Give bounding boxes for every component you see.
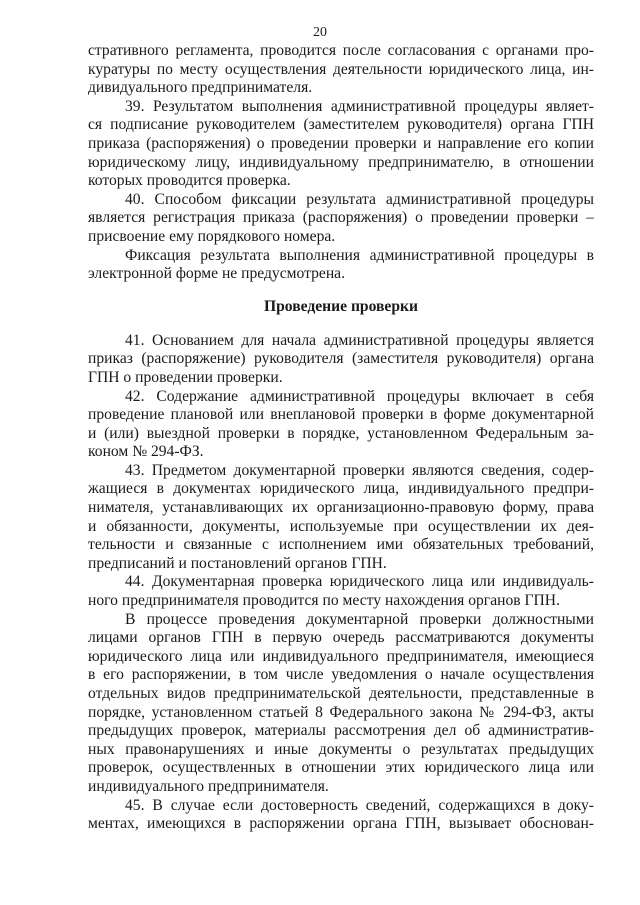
paragraph	[88, 611, 594, 797]
text-line: лицами органов ГПН в первую очередь рассматриваются документы	[88, 629, 594, 647]
text-line: приказа (распоряжения) о проведении проверки и направление его копии	[88, 134, 594, 152]
text-line: предписаний и постановлений органов ГПН.	[88, 554, 387, 572]
text-line: нимателя, устанавливающих их организационно-правовую форму, права	[88, 499, 594, 517]
text-line: приказ (распоряжение) руководителя (заместителя руководителя) органа	[88, 350, 594, 368]
text-line: электронной форме не предусмотрена.	[88, 265, 345, 283]
document-body	[88, 42, 594, 834]
text-line: в его распоряжении, в том числе уведомления о начале осуществления	[88, 666, 594, 684]
text-line: и (или) выездной проверки в порядке, установленном Федеральным за-	[88, 424, 594, 442]
paragraph	[88, 332, 594, 388]
paragraph	[88, 573, 594, 610]
text-line: 40. Способом фиксации результата административной процедуры	[125, 190, 594, 208]
page-number: 20	[313, 25, 327, 40]
text-line: присвоение ему порядкового номера.	[88, 227, 336, 245]
text-line: 42. Содержание административной процедуры включает в себя	[125, 387, 594, 405]
text-line: юридическому лицу, индивидуальному предпринимателю, в отношении	[88, 153, 594, 171]
text-line: ных правонарушениях и иные документы о результатах предыдущих	[88, 740, 594, 758]
paragraph	[88, 462, 594, 574]
text-line: ГПН о проведении проверки.	[88, 368, 283, 386]
paragraph	[88, 191, 594, 247]
paragraph	[88, 797, 594, 834]
text-line: дивидуального предпринимателя.	[88, 79, 313, 97]
text-line: проверок, осуществленных в отношении этих юридического лица или	[88, 759, 594, 777]
text-line: 45. В случае если достоверность сведений, содержащихся в доку-	[125, 796, 594, 814]
text-line: 43. Предметом документарной проверки являются сведения, содер-	[125, 461, 594, 479]
text-line: коном № 294-ФЗ.	[88, 443, 204, 461]
text-line: отдельных видов предпринимательской деятельности, представленные в	[88, 685, 594, 702]
text-line: стративного регламента, проводится после согласования с органами про-	[88, 42, 594, 59]
paragraph	[88, 98, 594, 191]
text-line: и обязанности, документы, используемые при осуществлении их дея-	[88, 517, 594, 535]
text-line: 41. Основанием для начала административной процедуры является	[125, 331, 594, 349]
text-line: ного предпринимателя проводится по месту нахождения органов ГПН.	[88, 592, 560, 610]
text-line: порядке, установленном статьей 8 Федерального закона № 294-ФЗ, акты	[88, 703, 594, 721]
paragraph	[88, 42, 594, 98]
text-line: куратуры по месту осуществления деятельности юридического лица, ин-	[88, 60, 594, 78]
text-line: жащиеся в документах юридического лица, индивидуального предпри-	[88, 480, 594, 498]
text-line: тельности и связанные с исполнением ими обязательных требований,	[88, 536, 594, 554]
section-heading: Проведение проверки	[264, 297, 418, 315]
paragraph	[88, 388, 594, 462]
text-line: 39. Результатом выполнения административной процедуры являет-	[125, 97, 594, 115]
paragraph	[88, 247, 594, 284]
text-line: 44. Документарная проверка юридического лица или индивидуаль-	[125, 573, 594, 591]
text-line: проведение плановой или внеплановой проверки в форме документарной	[88, 406, 594, 424]
text-line: которых проводится проверка.	[88, 172, 291, 190]
text-line: ся подписание руководителем (заместителем руководителя) органа ГПН	[88, 116, 594, 134]
text-line: В процессе проведения документарной проверки должностными	[125, 610, 594, 628]
text-line: предыдущих проверок, материалы рассмотрения дел об административ-	[88, 722, 594, 740]
text-line: индивидуального предпринимателя.	[88, 777, 329, 795]
text-line: ментах, имеющихся в распоряжении органа ГПН, вызывает обоснован-	[88, 815, 594, 833]
text-line: Фиксация результата выполнения административной процедуры в	[125, 246, 594, 264]
text-line: является регистрация приказа (распоряжения) о проведении проверки –	[88, 209, 594, 227]
text-line: юридического лица или индивидуального предпринимателя, имеющиеся	[88, 647, 594, 665]
